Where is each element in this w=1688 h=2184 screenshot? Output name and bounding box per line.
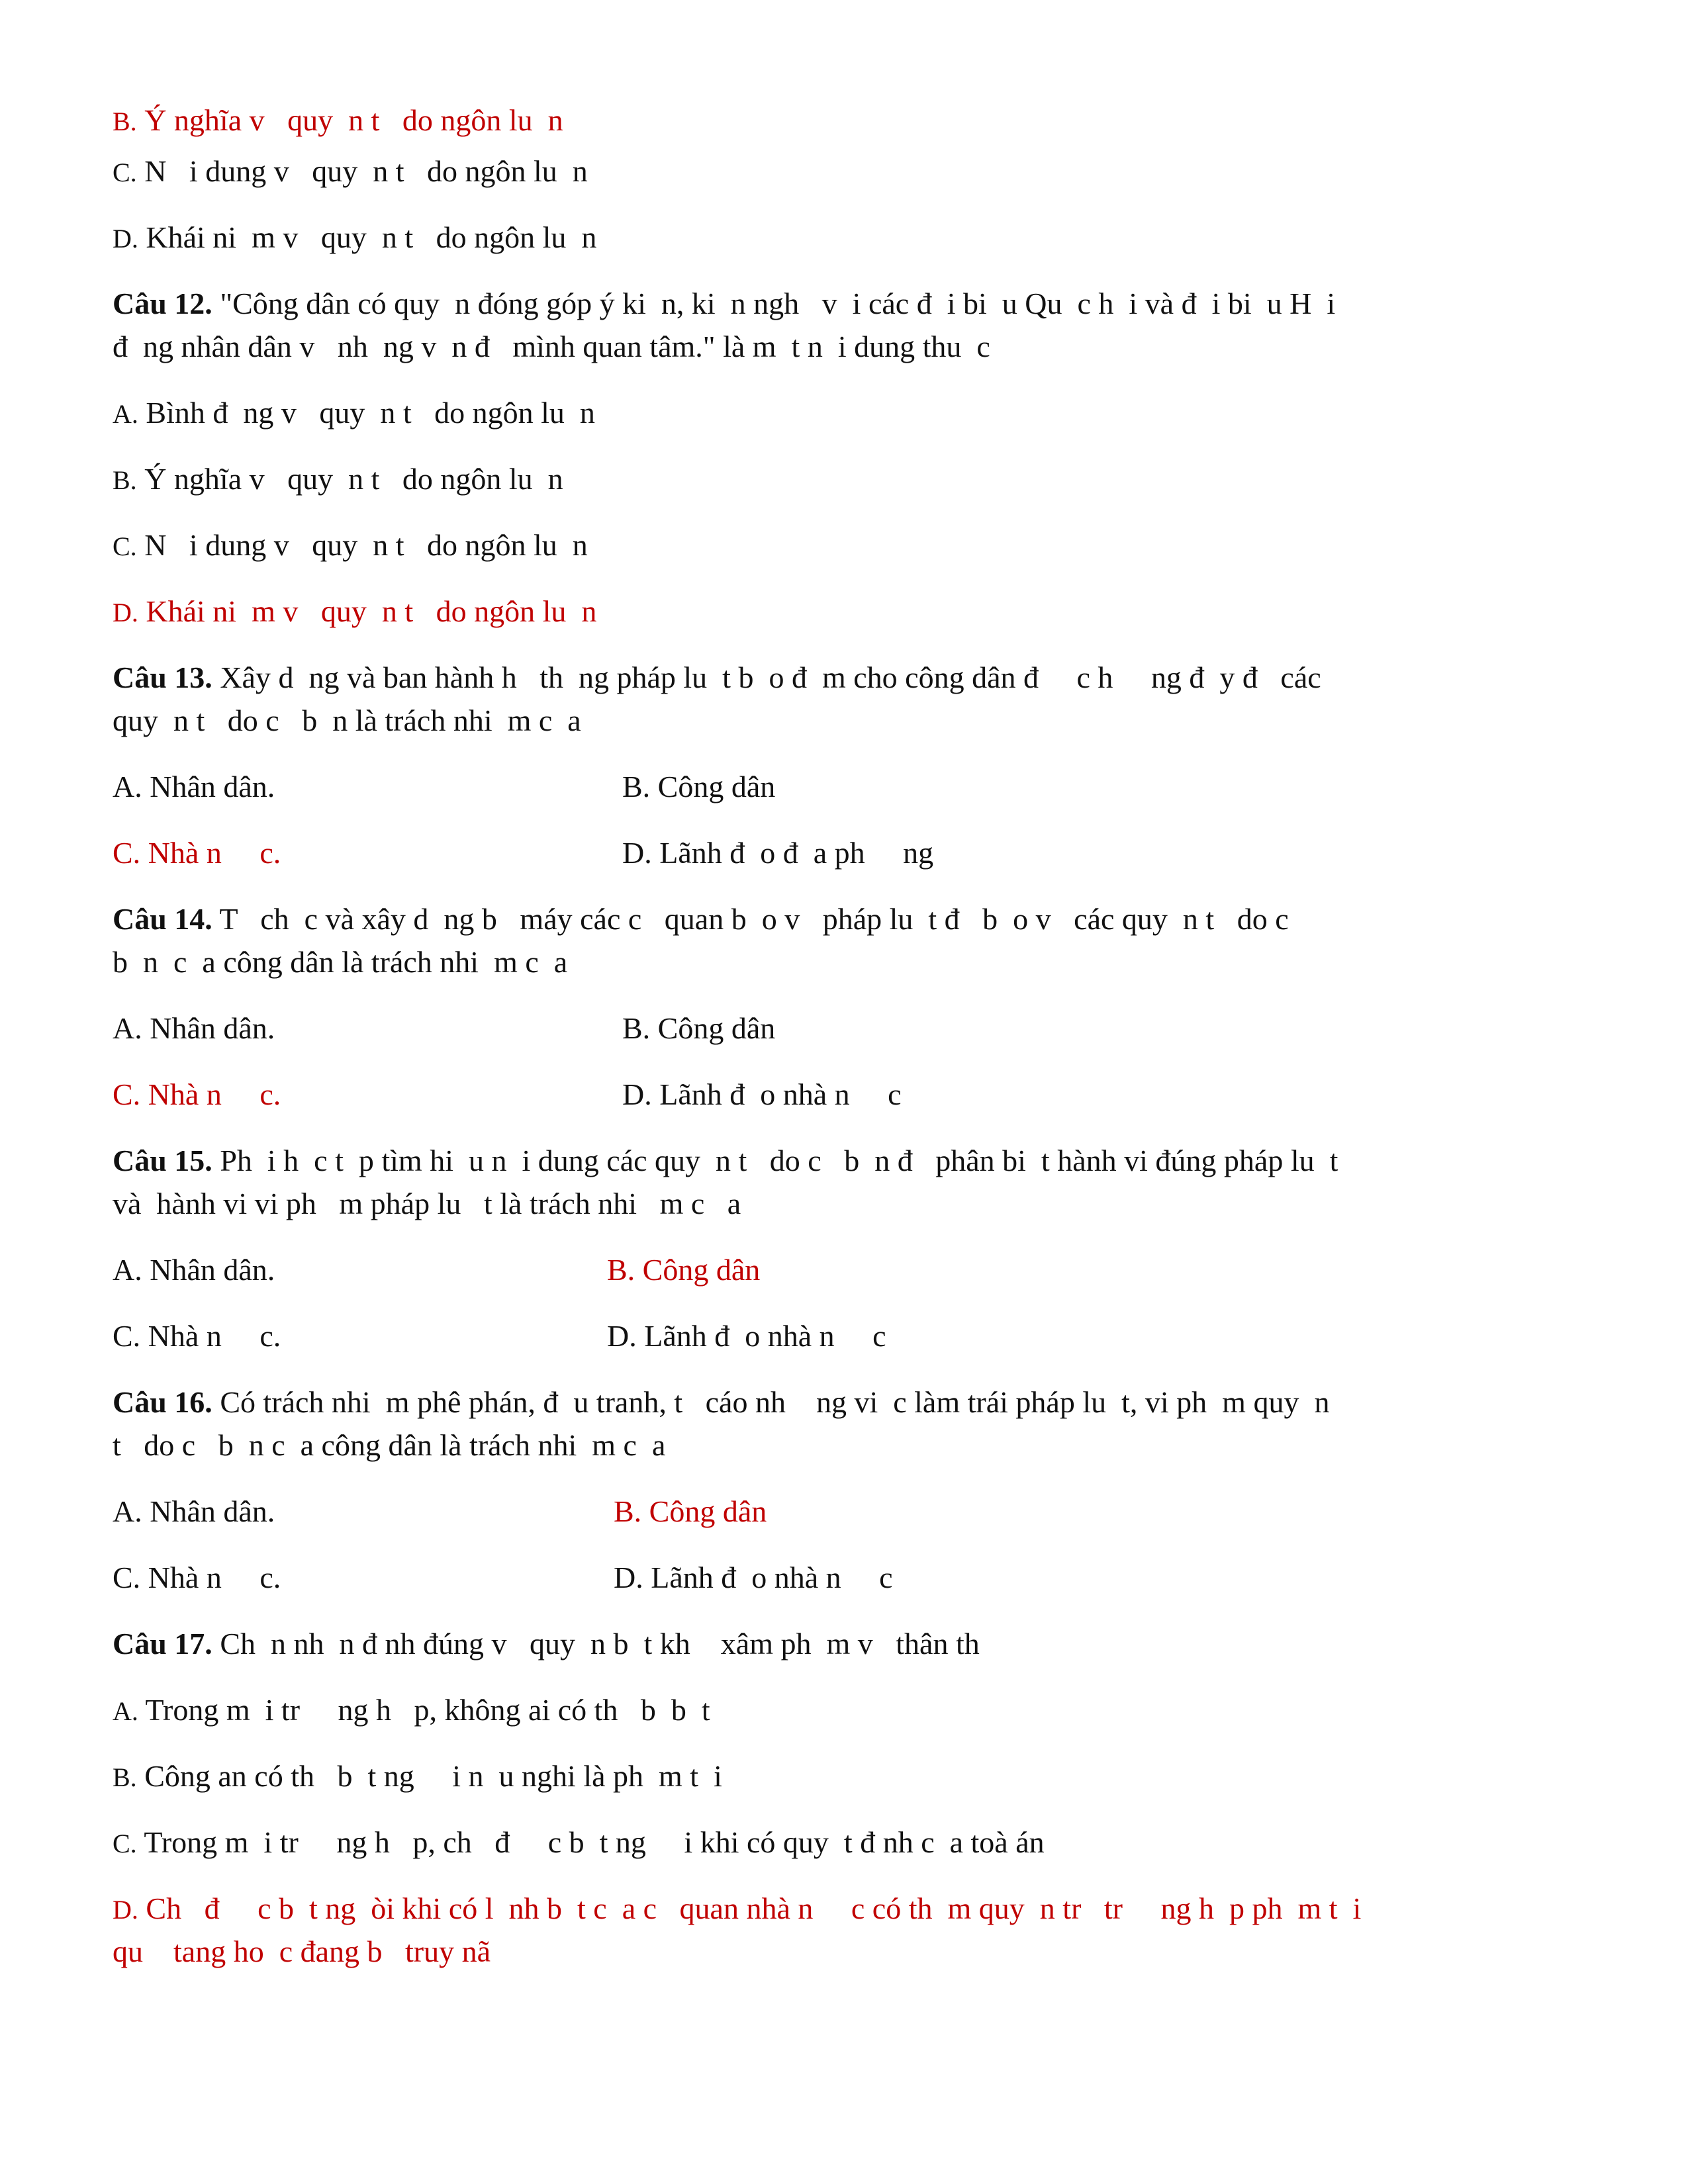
option-letter: B. — [113, 107, 137, 136]
q17-option-a — [113, 1689, 710, 1733]
q11-option-c — [113, 150, 588, 194]
q11-option-d — [113, 216, 596, 260]
q15-option-a: A. Nhân dân. — [113, 1253, 275, 1287]
q12-stem-line2: đ ng nhân dân v nh ng v n đ mình quan tâm." là m t n i dung thu c — [113, 330, 990, 363]
question-label: Câu 13. — [113, 660, 212, 694]
q15-option-c: C. Nhà n c. — [113, 1319, 281, 1353]
q13-stem-line2: quy n t do c b n là trách nhi m c a — [113, 704, 581, 737]
question-text: Ph i h c t p tìm hi u n i dung các quy n t do c b n đ phân bi t hành vi đúng pháp lu t — [212, 1144, 1338, 1177]
option-text: N i dung v quy n t do ngôn lu n — [136, 154, 588, 188]
question-text: Xây d ng và ban hành h th ng pháp lu t b o đ m cho công dân đ c h ng đ y đ các — [212, 660, 1321, 694]
option-letter: B. — [113, 1762, 137, 1792]
question-text: T ch c và xây d ng b máy các c quan b o v pháp lu t đ b o v các quy n t do c — [212, 902, 1289, 936]
q12-stem-line1 — [113, 283, 1335, 325]
q13-option-d: D. Lãnh đ o đ a ph ng — [622, 836, 934, 870]
q16-option-c: C. Nhà n c. — [113, 1561, 281, 1594]
option-letter: B. — [113, 465, 137, 495]
option-text: Ý nghĩa v quy n t do ngôn lu n — [136, 462, 563, 496]
q12-option-d — [113, 590, 596, 634]
q12-option-c — [113, 524, 588, 568]
option-text: N i dung v quy n t do ngôn lu n — [136, 528, 588, 562]
q17-stem-line1 — [113, 1623, 980, 1665]
option-text: Công an có th b t ng i n u nghi là ph m t i — [136, 1759, 722, 1793]
q15-option-d: D. Lãnh đ o nhà n c — [607, 1319, 886, 1353]
q16-option-a: A. Nhân dân. — [113, 1494, 275, 1528]
q16-stem-line1 — [113, 1381, 1329, 1424]
question-label: Câu 12. — [113, 287, 212, 320]
question-label: Câu 14. — [113, 902, 212, 936]
option-text: Khái ni m v quy n t do ngôn lu n — [138, 594, 597, 628]
q14-option-a: A. Nhân dân. — [113, 1011, 275, 1045]
option-text: Bình đ ng v quy n t do ngôn lu n — [138, 396, 595, 430]
q13-option-b: B. Công dân — [622, 770, 776, 803]
option-letter: C. — [113, 531, 137, 561]
option-letter: C. — [113, 1829, 137, 1858]
q12-option-a — [113, 392, 595, 435]
q13-option-c: C. Nhà n c. — [113, 836, 281, 870]
option-letter: D. — [113, 224, 138, 253]
q16-option-b: B. Công dân — [614, 1494, 767, 1528]
q15-stem-line2: và hành vi vi ph m pháp lu t là trách nhi m c a — [113, 1187, 741, 1220]
question-text: Có trách nhi m phê phán, đ u tranh, t cáo nh ng vi c làm trái pháp lu t, vi ph m quy n — [212, 1385, 1330, 1419]
question-text: Ch n nh n đ nh đúng v quy n b t kh xâm ph m v thân th — [212, 1627, 980, 1661]
q14-option-b: B. Công dân — [622, 1011, 776, 1045]
q17-option-d-line2: qu tang ho c đang b truy nã — [113, 1934, 491, 1968]
option-text: Ý nghĩa v quy n t do ngôn lu n — [136, 103, 563, 137]
q17-option-d-line1 — [113, 1888, 1361, 1931]
q13-stem-line1 — [113, 657, 1321, 699]
q12-option-b — [113, 458, 563, 502]
q17-option-c — [113, 1821, 1045, 1865]
option-letter: D. — [113, 598, 138, 627]
option-text: Trong m i tr ng h p, ch đ c b t ng i khi có quy t đ nh c a toà án — [136, 1825, 1045, 1859]
question-label: Câu 15. — [113, 1144, 212, 1177]
option-letter: C. — [113, 158, 137, 187]
q13-option-a: A. Nhân dân. — [113, 770, 275, 803]
option-text: Khái ni m v quy n t do ngôn lu n — [138, 220, 597, 254]
question-label: Câu 16. — [113, 1385, 212, 1419]
q14-option-c: C. Nhà n c. — [113, 1077, 281, 1111]
option-letter: A. — [113, 1696, 138, 1726]
q14-stem-line2: b n c a công dân là trách nhi m c a — [113, 945, 568, 979]
question-text: "Công dân có quy n đóng góp ý ki n, ki n ngh v i các đ i bi u Qu c h i và đ i bi u H i — [212, 287, 1336, 320]
option-letter: A. — [113, 399, 138, 429]
q14-stem-line1 — [113, 898, 1289, 940]
q11-option-b — [113, 99, 563, 143]
question-label: Câu 17. — [113, 1627, 212, 1661]
q15-option-b: B. Công dân — [607, 1253, 761, 1287]
option-text: Ch đ c b t ng òi khi có l nh b t c a c quan nhà n c có th m quy n tr tr ng h p ph m t i — [138, 1891, 1362, 1925]
q16-stem-line2: t do c b n c a công dân là trách nhi m c a — [113, 1428, 666, 1462]
q15-stem-line1 — [113, 1140, 1338, 1182]
option-text: Trong m i tr ng h p, không ai có th b b t — [138, 1693, 710, 1727]
q14-option-d: D. Lãnh đ o nhà n c — [622, 1077, 902, 1111]
option-letter: D. — [113, 1895, 138, 1925]
q17-option-b — [113, 1755, 722, 1799]
q16-option-d: D. Lãnh đ o nhà n c — [614, 1561, 893, 1594]
